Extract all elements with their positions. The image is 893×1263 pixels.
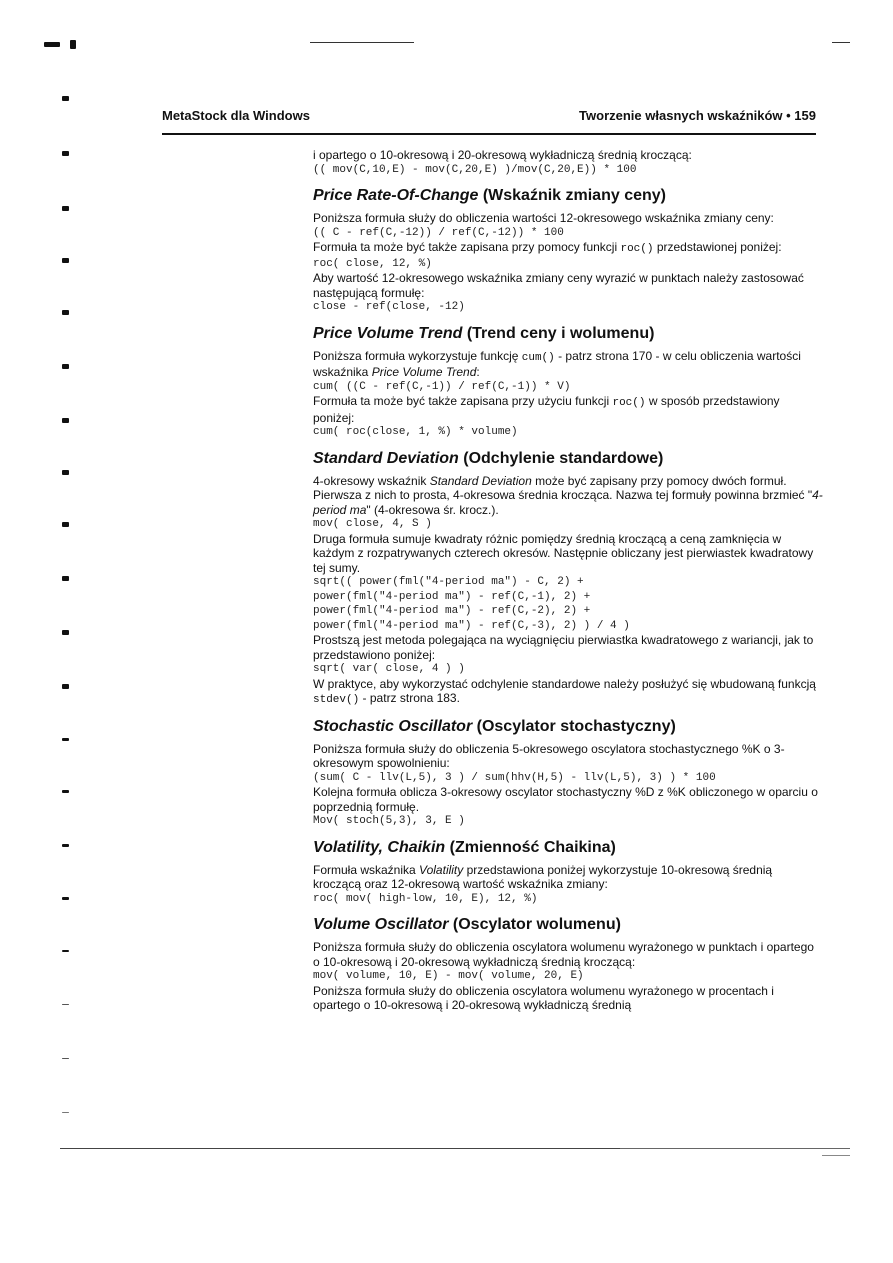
binding-mark: [62, 206, 69, 211]
binding-mark: [62, 1058, 69, 1059]
paragraph: Poniższa formuła służy do obliczenia 5-okresowego oscylatora stochastycznego %K o 3-okresowym spowolnieniu:: [313, 741, 785, 770]
formula: roc( close, 12, %): [313, 257, 432, 270]
heading-pl: (Trend ceny i wolumenu): [462, 324, 655, 342]
text-run: :: [476, 365, 480, 379]
paragraph: [313, 474, 823, 518]
binding-mark: [62, 630, 69, 635]
main-content: [313, 148, 823, 1013]
text-run: - patrz strona 170 - w celu obliczenia wartości wskaźnika: [313, 348, 801, 379]
heading-en: Volatility, Chaikin: [313, 838, 446, 856]
italic-term: 4-period ma: [313, 488, 823, 517]
section-heading: [313, 717, 823, 737]
section-heading: [313, 915, 823, 935]
text-run: Formuła ta może być także zapisana przy pomocy funkcji: [313, 240, 621, 254]
paragraph: Poniższa formuła służy do obliczenia oscylatora wolumenu wyrażonego w procentach i opartego o 10-okresową i 20-okresową wykładniczą średnią: [313, 983, 774, 1012]
formula: cum( roc(close, 1, %) * volume): [313, 426, 518, 438]
section-standard-deviation: [313, 449, 823, 708]
heading-en: Price Rate-Of-Change: [313, 187, 479, 204]
text-run: w sposób przedstawiony poniżej:: [313, 394, 780, 425]
section-volume-oscillator: [313, 915, 823, 1013]
section-price-volume-trend: [313, 324, 823, 440]
running-header: [162, 106, 816, 126]
heading-pl: (Oscylator stochastyczny): [472, 717, 676, 735]
formula: (sum( C - llv(L,5), 3 ) / sum(hhv(H,5) - llv(L,5), 3) ) * 100: [313, 771, 716, 784]
binding-mark: [62, 897, 69, 900]
heading-pl: (Zmienność Chaikina): [445, 838, 616, 856]
binding-mark: [62, 844, 69, 847]
italic-term: Price Volume Trend: [371, 365, 477, 379]
inline-code: stdev(): [313, 694, 360, 706]
scan-rule: [310, 42, 414, 43]
inline-code: roc(): [612, 397, 646, 409]
binding-mark: [62, 1004, 69, 1005]
formula: close - ref(close, -12): [313, 301, 465, 313]
binding-mark: [62, 522, 69, 527]
binding-mark: [62, 576, 69, 581]
header-book-title: MetaStock dla Windows: [162, 108, 310, 123]
binding-mark: [62, 258, 69, 263]
heading-pl: (Oscylator wolumenu): [448, 916, 621, 933]
intro-code: (( mov(C,10,E) - mov(C,20,E) )/mov(C,20,E)) * 100: [313, 163, 637, 176]
paragraph: [313, 349, 823, 380]
formula: sqrt(( power(fml("4-period ma") - C, 2) + power(fml("4-period ma") - ref(C,-1), 2) + power(fml("4-period ma") - ref(C,-2), 2) + power(fml("4-period ma") - ref(C,-3), 2) ) / 4 ): [313, 576, 630, 632]
text-run: przedstawiona poniżej wykorzystuje 10-okresową średnią kroczącą oraz 12-okresową wartość wskaźnika zmiany:: [313, 862, 773, 891]
paragraph: Kolejna formuła oblicza 3-okresowy oscylator stochastyczny %D z %K obliczonego w oparciu o poprzednią formułę.: [313, 785, 818, 814]
section-heading: [313, 449, 823, 469]
inline-code: cum(): [521, 351, 555, 364]
formula: sqrt( var( close, 4 ) ): [313, 663, 465, 675]
binding-mark: [62, 96, 69, 101]
binding-mark: [70, 40, 76, 49]
text-run: może być zapisany przy pomocy dwóch formuł. Pierwsza z nich to prosta, 4-okresowa średnia krocząca. Nazwa tej formuły powinna brzmieć ": [313, 473, 813, 502]
inline-code: roc(): [620, 243, 654, 255]
formula: cum( ((C - ref(C,-1)) / ref(C,-1)) * V): [313, 380, 571, 393]
formula: roc( mov( high-low, 10, E), 12, %): [313, 892, 538, 905]
paragraph: [313, 863, 823, 892]
heading-en: Volume Oscillator: [313, 916, 449, 933]
binding-mark: [62, 738, 69, 741]
text-run: W praktyce, aby wykorzystać odchylenie standardowe należy posłużyć się wbudowaną funkcją: [313, 676, 816, 691]
binding-mark: [62, 310, 69, 315]
italic-term: Volatility: [419, 862, 464, 877]
paragraph: Prostszą jest metoda polegająca na wyciągnięciu pierwiastka kwadratowego z wariancji, jak to przedstawiono poniżej:: [313, 633, 814, 662]
paragraph: Poniższa formuła służy do obliczenia oscylatora wolumenu wyrażonego w punktach i opartego o 10-okresową i 20-okresową wykładniczą średnią kroczącą:: [313, 940, 814, 969]
text-run: przedstawionej poniżej:: [653, 240, 782, 254]
text-run: Formuła wskaźnika: [313, 862, 420, 877]
formula: Mov( stoch(5,3), 3, E ): [313, 815, 465, 827]
text-run: 4-okresowy wskaźnik: [313, 473, 430, 488]
heading-en: Price Volume Trend: [313, 324, 463, 342]
header-rule: [162, 133, 816, 135]
text-run: - patrz strona 183.: [359, 691, 460, 705]
paragraph: [313, 394, 823, 425]
binding-mark: [62, 364, 69, 369]
heading-pl: (Odchylenie standardowe): [458, 449, 664, 467]
binding-mark: [62, 950, 69, 952]
formula: mov( close, 4, S ): [313, 518, 432, 530]
binding-mark: [62, 151, 69, 156]
intro-text: i opartego o 10-okresową i 20-okresową wykładniczą średnią kroczącą:: [313, 148, 692, 162]
paragraph: [313, 677, 823, 708]
section-price-roc: [313, 186, 823, 315]
binding-mark: [62, 470, 69, 475]
section-heading: [313, 186, 823, 206]
heading-en: Standard Deviation: [313, 449, 459, 467]
text-run: Formuła ta może być także zapisana przy użyciu funkcji: [313, 394, 613, 408]
paragraph: Druga formuła sumuje kwadraty różnic pomiędzy średnią kroczącą a ceną zamknięcia w każdym z rozpatrywanych czterech okresów. Następnie obliczany jest pierwiastek kwadratowy tej sumy.: [313, 531, 814, 575]
paragraph: Poniższa formuła służy do obliczenia wartości 12-okresowego wskaźnika zmiany ceny:: [313, 211, 774, 225]
binding-mark: [62, 1112, 69, 1113]
text-run: " (4-okresowa śr. krocz.).: [366, 502, 499, 517]
formula: mov( volume, 10, E) - mov( volume, 20, E): [313, 970, 584, 982]
section-heading: [313, 838, 823, 858]
text-run: Poniższa formuła wykorzystuje funkcję: [313, 348, 522, 363]
section-stochastic-oscillator: [313, 717, 823, 829]
heading-en: Stochastic Oscillator: [313, 717, 473, 735]
paragraph: Aby wartość 12-okresowego wskaźnika zmiany ceny wyrazić w punktach należy zastosować następującą formułę:: [313, 271, 804, 300]
section-volatility-chaikin: [313, 838, 823, 907]
footer-rule: [60, 1148, 620, 1149]
paragraph: [313, 240, 823, 257]
heading-pl: (Wskaźnik zmiany ceny): [478, 187, 666, 204]
scan-rule: [832, 42, 850, 43]
binding-mark: [62, 790, 69, 793]
italic-term: Standard Deviation: [429, 473, 532, 488]
footer-rule: [620, 1148, 850, 1149]
binding-mark: [44, 42, 60, 47]
formula: (( C - ref(C,-12)) / ref(C,-12)) * 100: [313, 226, 564, 239]
binding-mark: [62, 684, 69, 689]
header-chapter-page: Tworzenie własnych wskaźników • 159: [579, 108, 816, 123]
section-heading: [313, 324, 823, 344]
footer-rule: [822, 1155, 850, 1156]
binding-mark: [62, 418, 69, 423]
